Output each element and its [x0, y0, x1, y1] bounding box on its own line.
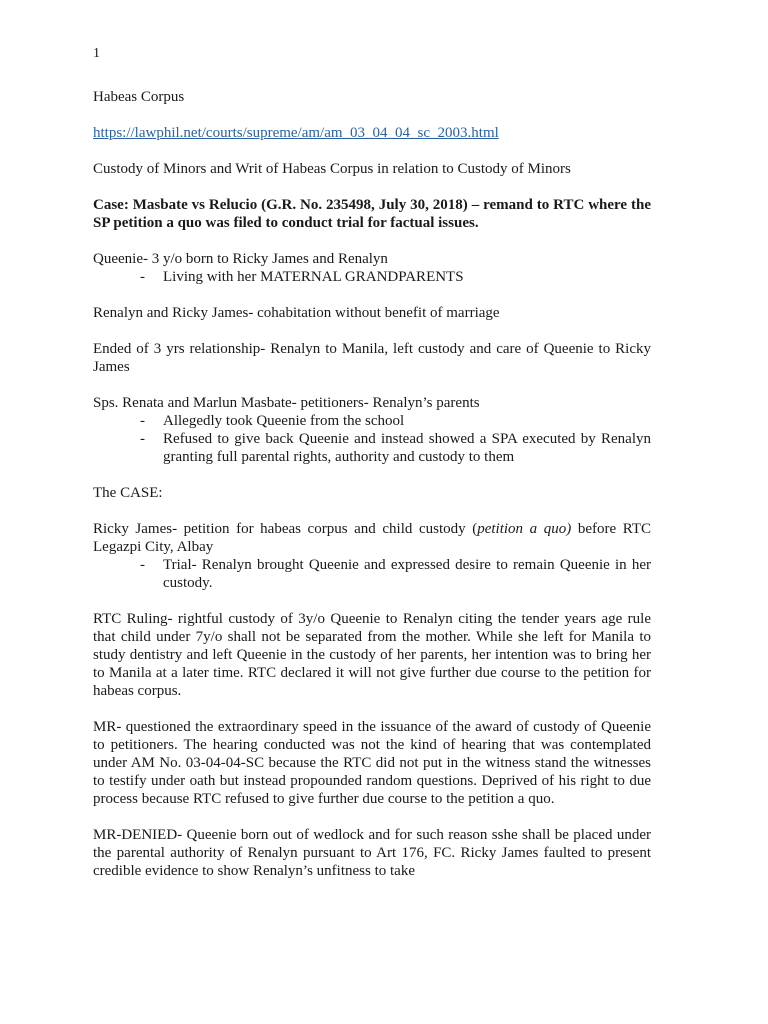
petitioners-list — [93, 412, 651, 466]
dash-bullet: - — [140, 413, 145, 429]
dash-bullet: - — [140, 269, 145, 285]
petitioners-intro: Sps. Renata and Marlun Masbate- petitioners- Renalyn’s parents — [93, 395, 480, 411]
rtc-ruling: RTC Ruling- rightful custody of 3y/o Queenie to Renalyn citing the tender years age rule that child under 7y/o shall not be separated from the mother. While she left for Manila to study dentistry and left Queenie in the custody of her parents, her intention was to bring her to Manila at a later time. RTC declared it will not give further due course to the petition for habeas corpus. — [93, 611, 651, 699]
case-title: Case: Masbate vs Relucio (G.R. No. 235498, July 30, 2018) – remand to RTC where the SP petition a quo was filed to conduct trial for factual issues. — [93, 197, 651, 231]
cohabitation-line: Renalyn and Ricky James- cohabitation without benefit of marriage — [93, 305, 500, 321]
list-item: - Allegedly took Queenie from the school — [140, 413, 405, 429]
reference-link-paragraph — [93, 124, 651, 142]
motion-denied: MR-DENIED- Queenie born out of wedlock and for such reason sshe shall be placed under the parental authority of Renalyn pursuant to Art 176, FC. Ricky James faulted to present credible evidence to show Renalyn’s unfitness to take — [93, 827, 651, 879]
dash-bullet: - — [140, 431, 145, 447]
case-section-heading: The CASE: — [93, 485, 163, 501]
petition-list — [93, 556, 651, 592]
reference-link[interactable]: https://lawphil.net/courts/supreme/am/am_03_04_04_sc_2003.html — [93, 125, 499, 141]
topic-line: Custody of Minors and Writ of Habeas Corpus in relation to Custody of Minors — [93, 161, 571, 177]
queenie-intro: Queenie- 3 y/o born to Ricky James and Renalyn — [93, 251, 388, 267]
list-item: - Living with her MATERNAL GRANDPARENTS — [140, 269, 464, 285]
queenie-list — [93, 268, 651, 286]
document-body — [93, 88, 651, 898]
document-heading: Habeas Corpus — [93, 89, 185, 105]
page-number: 1 — [93, 46, 100, 61]
list-item: - Trial- Renalyn brought Queenie and expressed desire to remain Queenie in her custody. — [140, 557, 651, 591]
dash-bullet: - — [140, 557, 145, 573]
motion-reconsideration: MR- questioned the extraordinary speed in the issuance of the award of custody of Queenie to petitioners. The hearing conducted was not the kind of hearing that was contemplated under AM No. 03-04-04-SC because the RTC did not put in the witness stand the witnesses to testify under oath but instead propounded random questions. Deprived of his right to due process because RTC refused to give further due course to the petition a quo. — [93, 719, 651, 807]
petition-paragraph: Ricky James- petition for habeas corpus and child custody (petition a quo) before RTC Legazpi City, Albay — [93, 521, 652, 555]
relationship-ended: Ended of 3 yrs relationship- Renalyn to Manila, left custody and care of Queenie to Ricky James — [93, 341, 651, 375]
list-item: - Refused to give back Queenie and instead showed a SPA executed by Renalyn granting full parental rights, authority and custody to them — [140, 431, 651, 465]
